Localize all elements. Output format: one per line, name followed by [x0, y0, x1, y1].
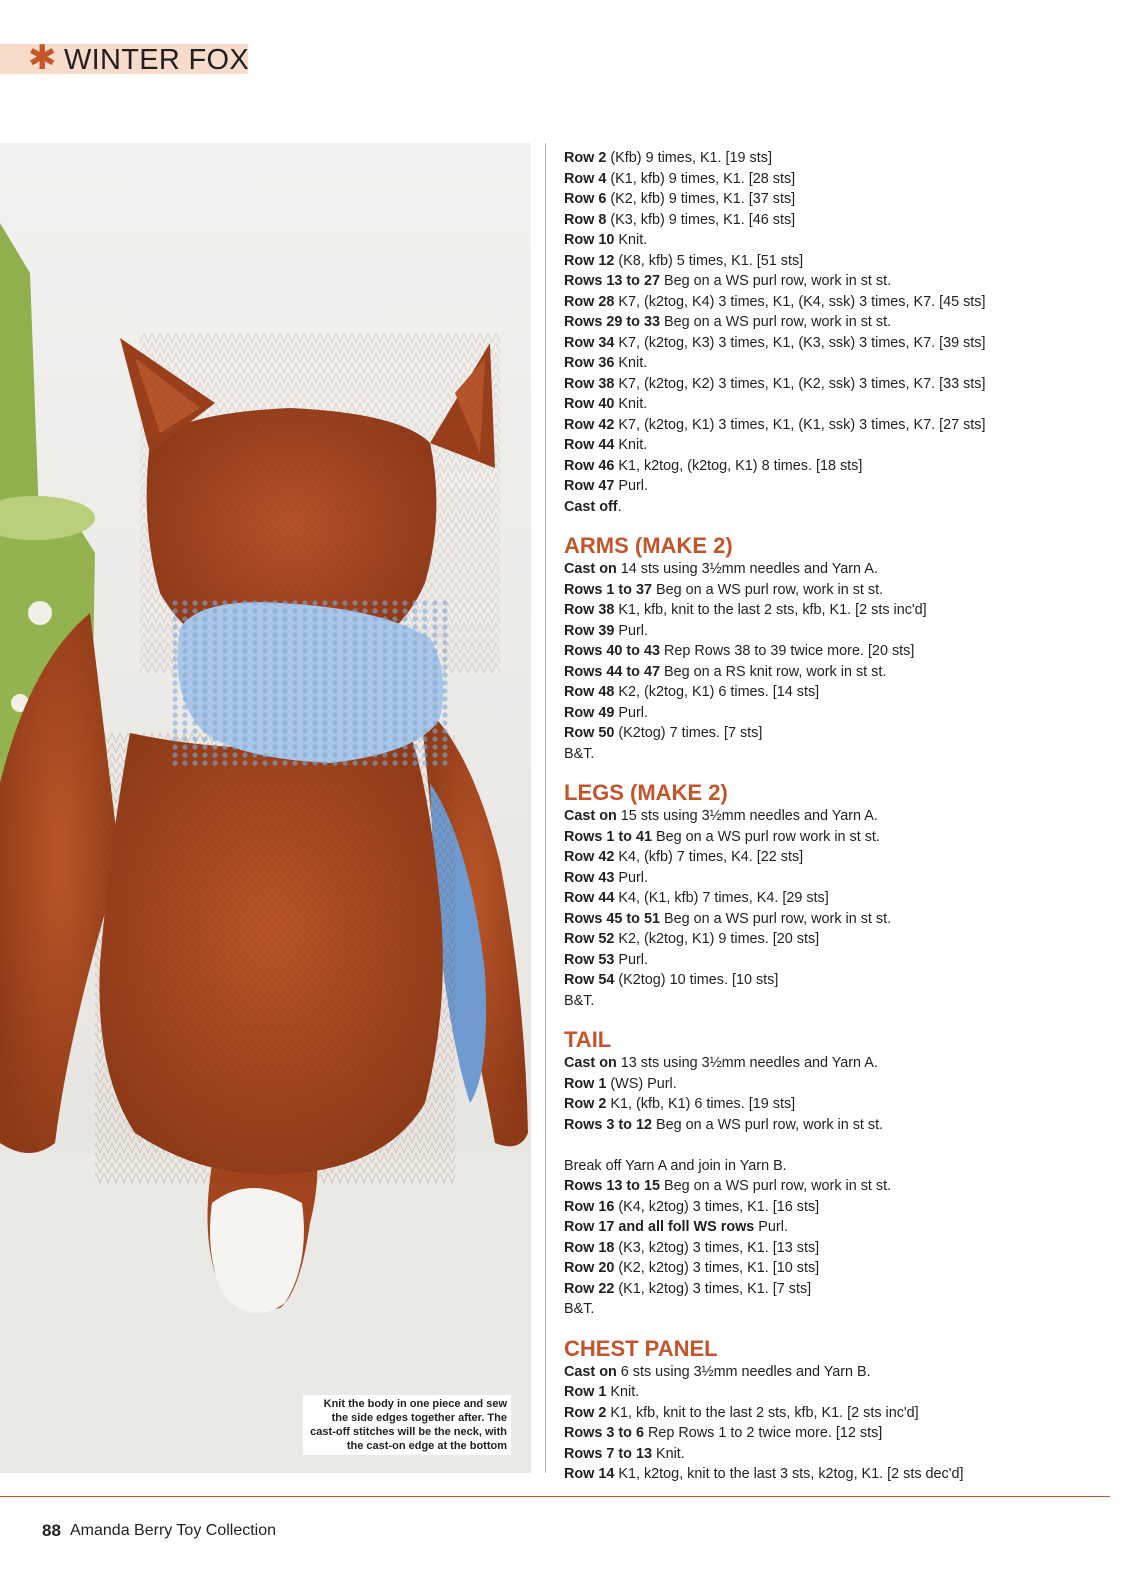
instruction-row	[564, 271, 1094, 292]
instruction-row	[564, 888, 1094, 909]
instruction-row	[564, 1115, 1094, 1136]
row-label: Row 34	[564, 334, 615, 351]
instruction-row	[564, 476, 1094, 497]
instruction-row	[564, 723, 1094, 744]
instruction-row	[564, 1197, 1094, 1218]
row-label: Row 44	[564, 437, 615, 453]
row-text: K2, (k2tog, K1) 6 times. [14 sts]	[614, 684, 820, 700]
row-text: Break off Yarn A and join in Yarn B.	[564, 1157, 787, 1174]
instruction-row	[564, 1074, 1094, 1095]
row-label: Row 20	[564, 1260, 615, 1276]
row-text: 14 sts using 3½mm needles and Yarn A.	[616, 561, 878, 577]
instruction-row	[564, 1403, 1094, 1424]
row-label: Row 43	[564, 869, 615, 886]
row-label: Rows 3 to 6	[564, 1425, 644, 1441]
instruction-row	[564, 1238, 1094, 1259]
row-text: K1, kfb, knit to the last 2 sts, kfb, K1. [2 sts inc'd]	[606, 1404, 919, 1421]
row-label: Cast off	[564, 498, 618, 515]
row-text: .	[617, 498, 622, 515]
row-text: K7, (k2tog, K2) 3 times, K1, (K2, ssk) 3 times, K7. [33 sts]	[614, 375, 986, 392]
photo-caption: Knit the body in one piece and sew the side edges together after. The cast-off stitches will be the neck, with the cast-on edge at the bottom	[303, 1395, 511, 1455]
row-text: K7, (k2tog, K1) 3 times, K1, (K1, ssk) 3 times, K7. [27 sts]	[614, 416, 986, 433]
row-text: Knit.	[614, 396, 648, 412]
row-text: B&T.	[564, 992, 595, 1009]
row-label: Rows 44 to 47	[564, 663, 660, 680]
instruction-row	[564, 415, 1094, 436]
instruction-row	[564, 1362, 1094, 1383]
row-label: Row 54	[564, 972, 615, 988]
row-text: (K2tog) 10 times. [10 sts]	[614, 972, 779, 988]
row-label: Row 2	[564, 1096, 607, 1112]
row-text: Purl.	[614, 869, 648, 886]
instruction-row	[564, 1258, 1094, 1279]
row-label: Row 17 and all foll WS rows	[564, 1219, 755, 1235]
instruction-row	[564, 148, 1094, 169]
row-text: Beg on a WS purl row, work in st st.	[659, 910, 892, 927]
row-label: Rows 13 to 15	[564, 1178, 660, 1194]
section-heading: CHEST PANEL	[564, 1335, 718, 1361]
row-label: Row 28	[564, 293, 615, 310]
row-label: Row 2	[564, 1404, 607, 1421]
instruction-row	[564, 641, 1094, 662]
row-text: 15 sts using 3½mm needles and Yarn A.	[616, 808, 878, 824]
instruction-row	[564, 929, 1094, 950]
column-divider	[545, 143, 546, 1473]
row-label: Row 4	[564, 170, 607, 187]
row-label: Row 22	[564, 1280, 615, 1297]
footer-rule	[0, 1496, 1110, 1497]
row-label: Row 10	[564, 232, 615, 248]
row-label: Row 14	[564, 1466, 615, 1482]
instruction-row	[564, 210, 1094, 231]
instruction-row	[564, 991, 1094, 1012]
instruction-row	[564, 230, 1094, 251]
row-text: Purl.	[754, 1219, 788, 1235]
row-text: Purl.	[614, 704, 648, 721]
instruction-row	[564, 970, 1094, 991]
row-label: Rows 13 to 27	[564, 273, 660, 289]
row-label: Row 8	[564, 211, 607, 228]
row-text: Knit.	[606, 1384, 640, 1400]
row-text: K1, k2tog, (k2tog, K1) 8 times. [18 sts]	[614, 457, 863, 474]
instruction-row	[564, 580, 1094, 601]
row-text: Purl.	[614, 622, 648, 639]
row-label: Row 39	[564, 622, 615, 639]
publication-title: Amanda Berry Toy Collection	[70, 1522, 277, 1539]
instruction-row	[564, 1279, 1094, 1300]
row-label: Rows 7 to 13	[564, 1445, 652, 1462]
instruction-row	[564, 1217, 1094, 1238]
row-label: Row 44	[564, 890, 615, 906]
row-text: Beg on a WS purl row work in st st.	[651, 828, 880, 845]
knitted-fox-illustration	[0, 143, 531, 1473]
section-heading: ARMS (MAKE 2)	[564, 533, 733, 558]
row-label: Row 46	[564, 457, 615, 474]
instruction-row	[564, 333, 1094, 354]
instruction-row	[564, 497, 1094, 518]
row-text: 13 sts using 3½mm needles and Yarn A.	[616, 1055, 878, 1071]
row-text: (K1, k2tog) 3 times, K1. [7 sts]	[614, 1280, 812, 1297]
row-label: Row 2	[564, 150, 607, 166]
row-text: Rep Rows 38 to 39 twice more. [20 sts]	[659, 643, 915, 659]
row-text: Purl.	[614, 478, 648, 494]
row-label: Row 36	[564, 355, 615, 371]
row-text: K7, (k2tog, K3) 3 times, K1, (K3, ssk) 3 times, K7. [39 sts]	[614, 334, 986, 351]
page-number: 88	[42, 1521, 61, 1540]
row-text: (K2tog) 7 times. [7 sts]	[614, 725, 763, 741]
row-text: (K8, kfb) 5 times, K1. [51 sts]	[614, 252, 804, 269]
row-label: Row 42	[564, 849, 615, 865]
row-label: Row 52	[564, 931, 615, 947]
row-label: Cast on	[564, 1363, 617, 1380]
instruction-row	[564, 950, 1094, 971]
row-text: K1, k2tog, knit to the last 3 sts, k2tog, K1. [2 sts dec'd]	[614, 1466, 964, 1482]
row-text: (K2, k2tog) 3 times, K1. [10 sts]	[614, 1260, 820, 1276]
row-text: (K4, k2tog) 3 times, K1. [16 sts]	[614, 1198, 820, 1215]
row-text: (K3, k2tog) 3 times, K1. [13 sts]	[614, 1239, 820, 1256]
instruction-row	[564, 292, 1094, 313]
row-text: Knit.	[614, 232, 648, 248]
instruction-row	[564, 251, 1094, 272]
instruction-row	[564, 189, 1094, 210]
row-label: Rows 40 to 43	[564, 643, 660, 659]
row-label: Row 16	[564, 1198, 615, 1215]
row-text: B&T.	[564, 745, 595, 762]
instruction-row	[564, 600, 1094, 621]
instruction-row	[564, 394, 1094, 415]
instruction-row	[564, 1094, 1094, 1115]
row-text: Beg on a WS purl row, work in st st.	[659, 273, 892, 289]
section-heading: LEGS (MAKE 2)	[564, 780, 728, 805]
row-text: 6 sts using 3½mm needles and Yarn B.	[616, 1363, 871, 1380]
row-text: Beg on a RS knit row, work in st st.	[659, 663, 887, 680]
pattern-sections	[564, 533, 1094, 1485]
row-label: Row 18	[564, 1239, 615, 1256]
instruction-row	[564, 169, 1094, 190]
section-heading: TAIL	[564, 1027, 612, 1052]
row-text: Purl.	[614, 951, 648, 968]
instruction-row	[564, 1423, 1094, 1444]
fox-photo	[0, 143, 531, 1473]
row-label: Row 38	[564, 375, 615, 392]
pattern-instructions	[564, 148, 1094, 1485]
row-label: Cast on	[564, 1055, 617, 1071]
row-label: Row 38	[564, 602, 615, 618]
row-text: (Kfb) 9 times, K1. [19 sts]	[606, 150, 772, 166]
row-text: (WS) Purl.	[606, 1075, 677, 1092]
row-label: Rows 1 to 41	[564, 828, 652, 845]
page-title: WINTER FOX	[64, 44, 250, 76]
row-label: Cast on	[564, 808, 617, 824]
instruction-row	[564, 1176, 1094, 1197]
row-label: Rows 29 to 33	[564, 314, 660, 330]
asterisk-icon: ✱	[28, 38, 57, 78]
instruction-row	[564, 847, 1094, 868]
instruction-row	[564, 1444, 1094, 1465]
instruction-row	[564, 1382, 1094, 1403]
row-text: (K2, kfb) 9 times, K1. [37 sts]	[606, 191, 796, 207]
row-text: Beg on a WS purl row, work in st st.	[651, 1116, 884, 1133]
instruction-row	[564, 435, 1094, 456]
row-label: Row 1	[564, 1075, 607, 1092]
row-text: Beg on a WS purl row, work in st st.	[651, 581, 884, 598]
body-rows	[564, 148, 1094, 517]
instruction-row	[564, 1053, 1094, 1074]
instruction-row	[564, 909, 1094, 930]
row-label: Row 40	[564, 396, 615, 412]
row-text: K1, kfb, knit to the last 2 sts, kfb, K1. [2 sts inc'd]	[614, 602, 927, 618]
row-label: Row 47	[564, 478, 615, 494]
row-text: Knit.	[651, 1445, 685, 1462]
row-text: K4, (K1, kfb) 7 times, K4. [29 sts]	[614, 890, 829, 906]
instruction-row	[564, 682, 1094, 703]
row-text: Beg on a WS purl row, work in st st.	[659, 1178, 892, 1194]
row-text: K2, (k2tog, K1) 9 times. [20 sts]	[614, 931, 820, 947]
row-spacer	[564, 1135, 1094, 1156]
row-text: Knit.	[614, 437, 648, 453]
row-text: Knit.	[614, 355, 648, 371]
instruction-row	[564, 662, 1094, 683]
row-label: Row 48	[564, 684, 615, 700]
row-label: Row 1	[564, 1384, 607, 1400]
instruction-row	[564, 374, 1094, 395]
instruction-row	[564, 868, 1094, 889]
row-text: K4, (kfb) 7 times, K4. [22 sts]	[614, 849, 804, 865]
instruction-row	[564, 806, 1094, 827]
instruction-row	[564, 353, 1094, 374]
instruction-row	[564, 1156, 1094, 1177]
instruction-row	[564, 559, 1094, 580]
row-text: Rep Rows 1 to 2 twice more. [12 sts]	[643, 1425, 883, 1441]
instruction-row	[564, 827, 1094, 848]
row-text: Beg on a WS purl row, work in st st.	[659, 314, 892, 330]
row-label: Row 50	[564, 725, 615, 741]
row-label: Row 49	[564, 704, 615, 721]
row-text: (K3, kfb) 9 times, K1. [46 sts]	[606, 211, 796, 228]
row-text: K7, (k2tog, K4) 3 times, K1, (K4, ssk) 3 times, K7. [45 sts]	[614, 293, 986, 310]
row-label: Row 53	[564, 951, 615, 968]
row-text: (K1, kfb) 9 times, K1. [28 sts]	[606, 170, 796, 187]
row-label: Cast on	[564, 561, 617, 577]
row-label: Row 6	[564, 191, 607, 207]
row-text: B&T.	[564, 1301, 595, 1317]
instruction-row	[564, 744, 1094, 765]
instruction-row	[564, 1299, 1094, 1320]
instruction-row	[564, 312, 1094, 333]
instruction-row	[564, 1464, 1094, 1485]
instruction-row	[564, 456, 1094, 477]
row-label: Row 12	[564, 252, 615, 269]
row-label: Rows 45 to 51	[564, 910, 660, 927]
row-label: Rows 1 to 37	[564, 581, 652, 598]
row-text: K1, (kfb, K1) 6 times. [19 sts]	[606, 1096, 796, 1112]
instruction-row	[564, 703, 1094, 724]
row-label: Row 42	[564, 416, 615, 433]
instruction-row	[564, 621, 1094, 642]
row-label: Rows 3 to 12	[564, 1116, 652, 1133]
